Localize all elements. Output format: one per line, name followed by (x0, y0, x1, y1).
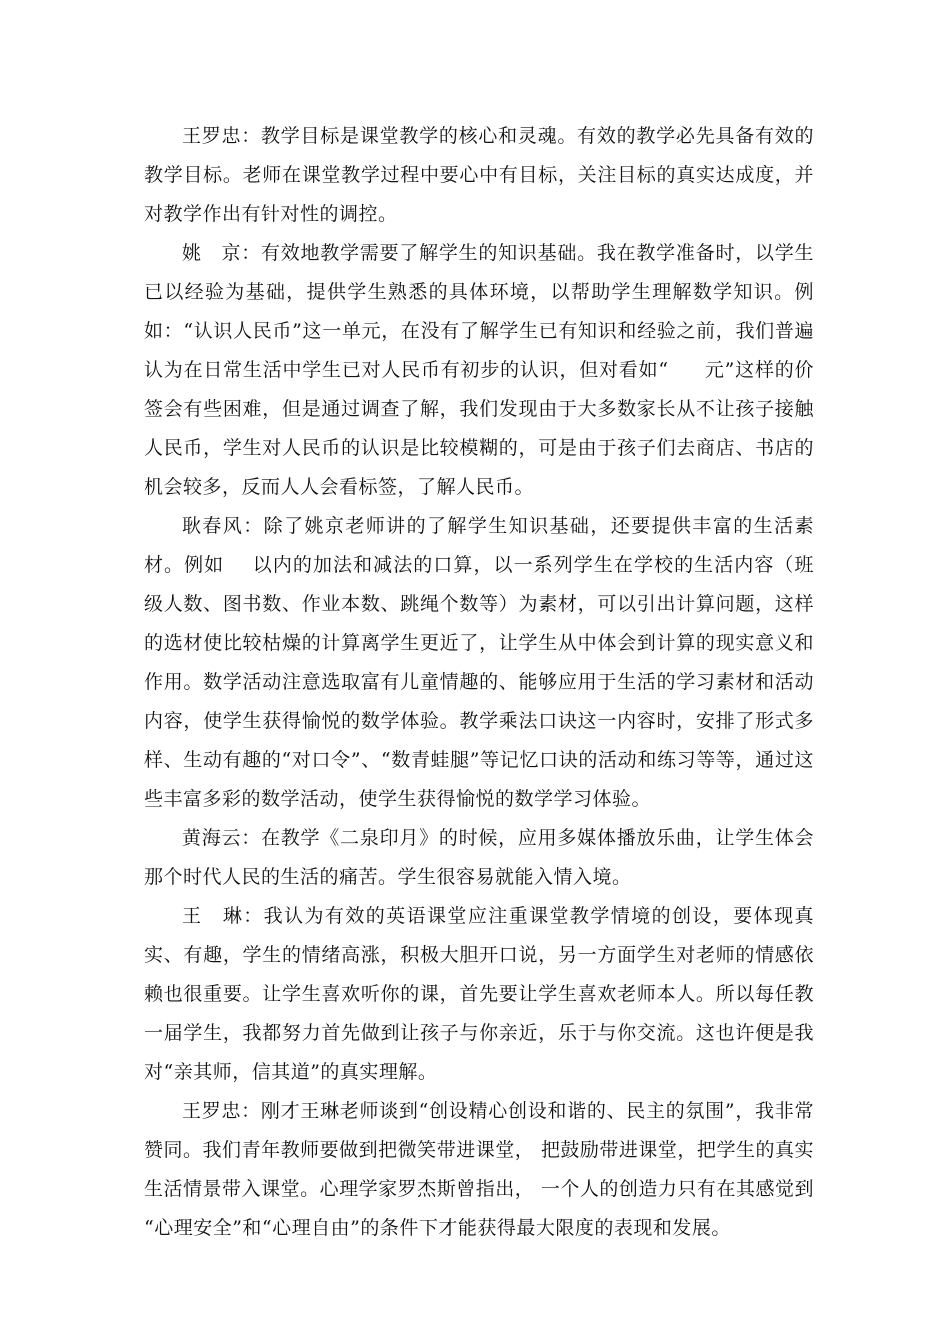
paragraph-wang-luozhong-1 (144, 117, 814, 234)
document-body (144, 117, 814, 1248)
paragraph-text-part-b: 元”这样的价签会有些困难，但是通过调查了解，我们发现由于大多数家长从不让孩子接触人民币，学生对人民币的认识是比较模糊的，可是由于孩子们去商店、书店的机会较多，反而人人会看标签，了解人民币。 (144, 359, 815, 498)
speaker-name: 王罗忠： (182, 1100, 261, 1122)
paragraph-text-part-a: 除了姚京老师讲的了解学生知识基础，还要提供丰富的生活素材。例如 (144, 515, 814, 576)
paragraph-text: 在教学《二泉印月》的时候，应用多媒体播放乐曲，让学生体会那个时代人民的生活的痛苦。学生很容易就能入情入境。 (144, 827, 814, 888)
speaker-name: 姚 京： (182, 242, 262, 264)
paragraph-geng-chunfeng (144, 507, 814, 819)
paragraph-text: 刚才王琳老师谈到“创设精心创设和谐的、民主的氛围”，我非常赞同。我们青年教师要做到把微笑带进课堂， 把鼓励带进课堂，把学生的真实生活情景带入课堂。心理学家罗杰斯曾指出， 一个人的创造力只有在其感觉到 “心理安全”和“心理自由”的条件下才能获得最大限度的表现和发展。 (144, 1100, 814, 1239)
paragraph-huang-haiyun (144, 819, 814, 897)
paragraph-wang-luozhong-2 (144, 1092, 814, 1248)
paragraph-text-part-b: 以内的加法和减法的口算，以一系列学生在学校的生活内容（班级人数、图书数、作业本数、跳绳个数等）为素材，可以引出计算问题，这样的选材使比较枯燥的计算离学生更近了，让学生从中体会到计算的现实意义和作用。数学活动注意选取富有儿童情趣的、能够应用于生活的学习素材和活动内容，使学生获得愉悦的数学体验。教学乘法口诀这一内容时，安排了形式多样、生动有趣的“对口令”、“数青蛙腿”等记忆口诀的活动和练习等等，通过这些丰富多彩的数学活动，使学生获得愉悦的数学学习体验。 (144, 554, 814, 810)
speaker-name: 王 琳： (182, 905, 264, 927)
paragraph-text-part-a: 有效地教学需要了解学生的知识基础。我在教学准备时，以学生已以经验为基础，提供学生熟悉的具体环境，以帮助学生理解数学知识。例如：“认识人民币”这一单元，在没有了解学生已有知识和经验之前，我们普遍认为在日常生活中学生已对人民币有初步的认识，但对看如“ (144, 242, 814, 381)
paragraph-text: 我认为有效的英语课堂应注重课堂教学情境的创设，要体现真实、有趣，学生的情绪高涨，积极大胆开口说，另一方面学生对老师的情感依赖也很重要。让学生喜欢听你的课，首先要让学生喜欢老师本人。所以每任教一届学生，我都努力首先做到让孩子与你亲近，乐于与你交流。这也许便是我对“亲其师，信其道”的真实理解。 (144, 905, 814, 1083)
speaker-name: 耿春风： (182, 515, 264, 537)
paragraph-wang-lin (144, 897, 814, 1092)
speaker-name: 王罗忠： (182, 125, 262, 147)
speaker-name: 黄海云： (182, 827, 262, 849)
paragraph-yao-jing (144, 234, 814, 507)
paragraph-text: 教学目标是课堂教学的核心和灵魂。有效的教学必先具备有效的教学目标。老师在课堂教学过程中要心中有目标，关注目标的真实达成度，并对教学作出有针对性的调控。 (144, 125, 814, 225)
